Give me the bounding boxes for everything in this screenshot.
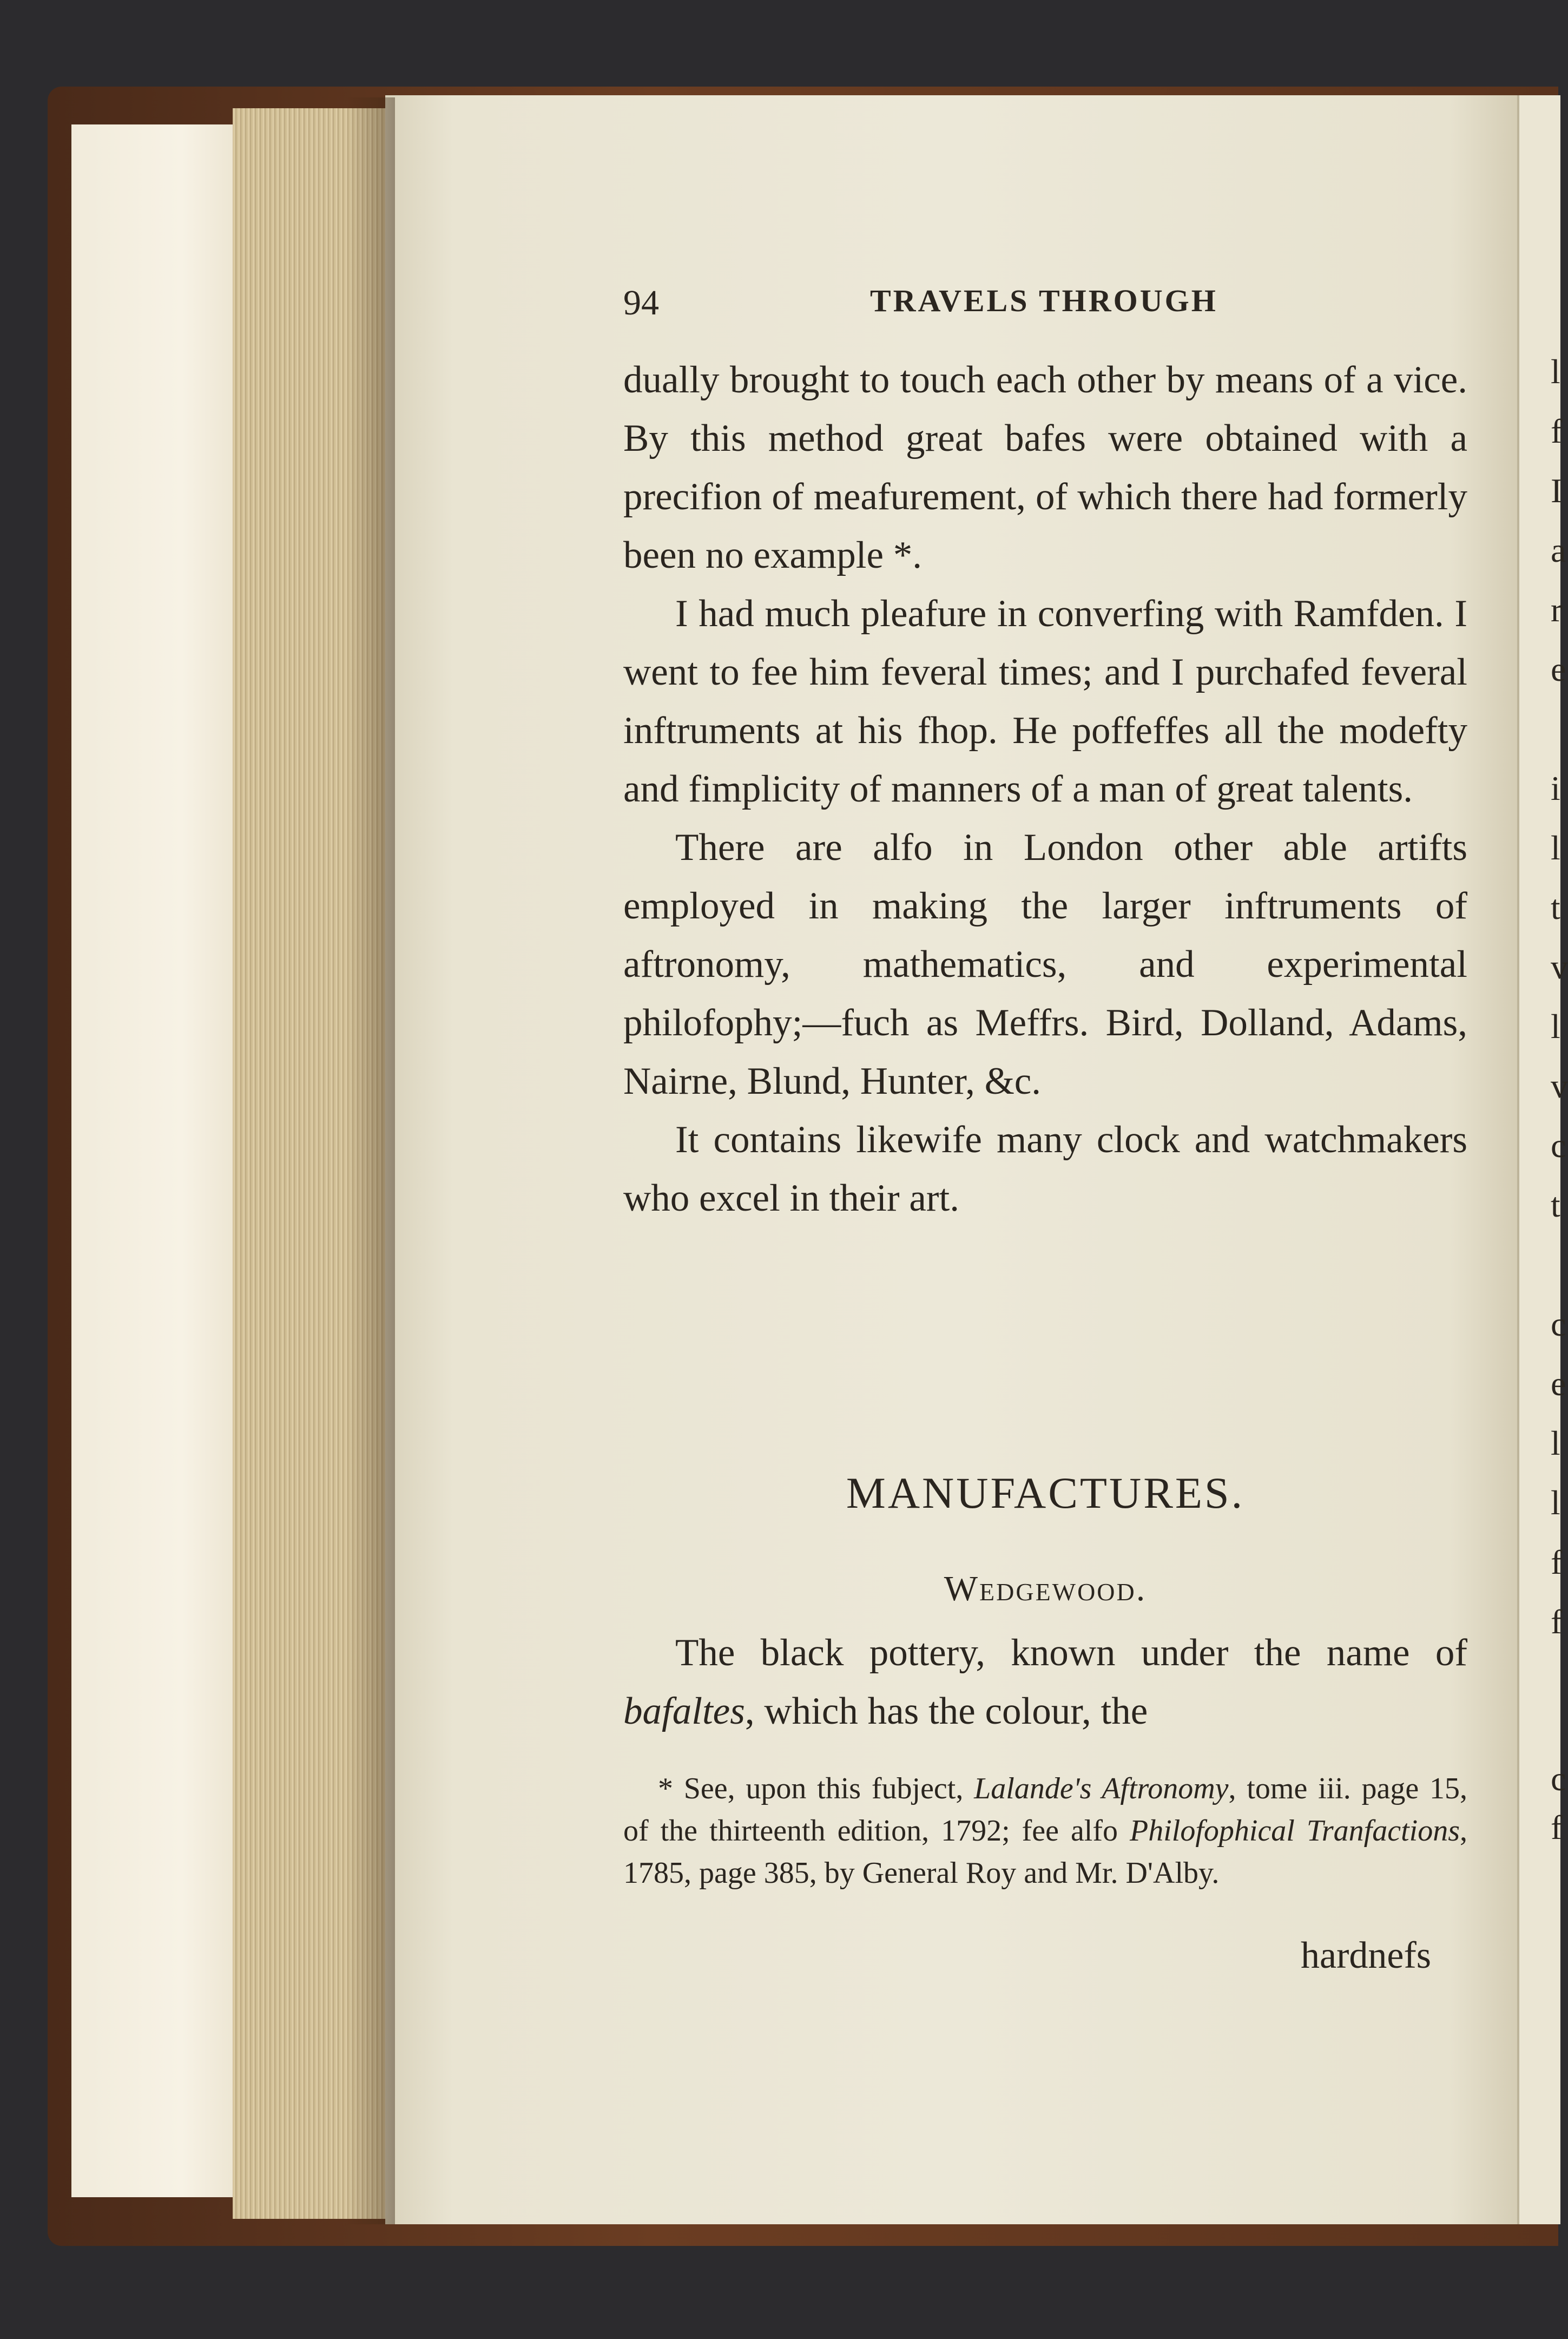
paragraph bbox=[623, 1624, 1467, 1740]
facing-page-letter: c bbox=[1551, 1759, 1566, 1798]
facing-page-letter: i bbox=[1551, 769, 1560, 807]
facing-page-letter: a bbox=[1551, 531, 1566, 569]
flyleaf bbox=[71, 124, 255, 2197]
facing-page-letter: l bbox=[1551, 1007, 1560, 1046]
italic-text: Philofophical Tranfactions bbox=[1130, 1814, 1460, 1848]
text-run: , which has the colour, the bbox=[745, 1690, 1148, 1732]
facing-page-letter: t bbox=[1551, 888, 1560, 927]
subheading: Wedgewood. bbox=[944, 1569, 1147, 1608]
body-text-continued bbox=[623, 1624, 1467, 1740]
italic-text: bafaltes bbox=[623, 1690, 745, 1732]
gutter-shadow bbox=[346, 97, 395, 2224]
facing-page-letter: l bbox=[1551, 1483, 1560, 1522]
footnote-text bbox=[623, 1768, 1467, 1894]
paragraph: dually brought to touch each other by means of a vice. By this method great bafes were obtained with a precifion of meafurement, of which there had formerly been no example *. bbox=[623, 359, 1467, 576]
facing-page-letter: I bbox=[1551, 471, 1563, 510]
facing-page-letter: v bbox=[1551, 948, 1568, 986]
text-run: , 1785, page 385, by General Roy and Mr. D'Alby. bbox=[623, 1814, 1468, 1890]
section-heading: MANUFACTURES. bbox=[846, 1468, 1245, 1517]
footnote bbox=[623, 1768, 1467, 1894]
facing-page-letter: e bbox=[1551, 650, 1566, 688]
paragraph: I had much pleafure in converfing with Ramfden. I went to fee him feveral times; and I purchafed feveral inftruments at his fhop. He poffeffes all the modefty and fimplicity of manners of a man of great talents. bbox=[623, 593, 1467, 810]
facing-page-letter: e bbox=[1551, 1364, 1566, 1403]
text-run: The black pottery, known under the name of bbox=[675, 1632, 1467, 1674]
facing-page-letter: f bbox=[1551, 1808, 1563, 1847]
facing-page-letter: f bbox=[1551, 412, 1563, 450]
running-head: TRAVELS THROUGH bbox=[870, 283, 1218, 318]
facing-page-letter: l bbox=[1551, 352, 1560, 391]
page-number: 94 bbox=[623, 283, 659, 323]
body-text bbox=[623, 351, 1467, 1227]
catchword: hardnefs bbox=[1301, 1935, 1432, 1976]
italic-text: Lalande's Aftronomy bbox=[974, 1772, 1229, 1805]
facing-page-letter: c bbox=[1551, 1126, 1566, 1165]
text-run: * See, upon this fubject, bbox=[658, 1772, 974, 1805]
facing-page-letter: t bbox=[1551, 1186, 1560, 1224]
facing-page-letter: f bbox=[1551, 1602, 1563, 1641]
facing-page-letter: f bbox=[1551, 1543, 1563, 1581]
facing-page-letter: c bbox=[1551, 1305, 1566, 1343]
text-run: , tome iii. page 15, of the thirteenth edition, 1792; fee alfo bbox=[623, 1772, 1467, 1848]
paragraph: There are alfo in London other able artifts employed in making the larger inftruments of aftronomy, mathematics, and experimental philofophy;—fuch as Meffrs. Bird, Dolland, Adams, Nairne, Blund, Hunter, &c. bbox=[623, 826, 1467, 1102]
facing-page-letter: l bbox=[1551, 1424, 1560, 1462]
facing-page-letter: v bbox=[1551, 1067, 1568, 1105]
paragraph: It contains likewife many clock and watchmakers who excel in their art. bbox=[623, 1119, 1467, 1219]
facing-page-letter: l bbox=[1551, 829, 1560, 867]
facing-page-letter: r bbox=[1551, 590, 1563, 629]
